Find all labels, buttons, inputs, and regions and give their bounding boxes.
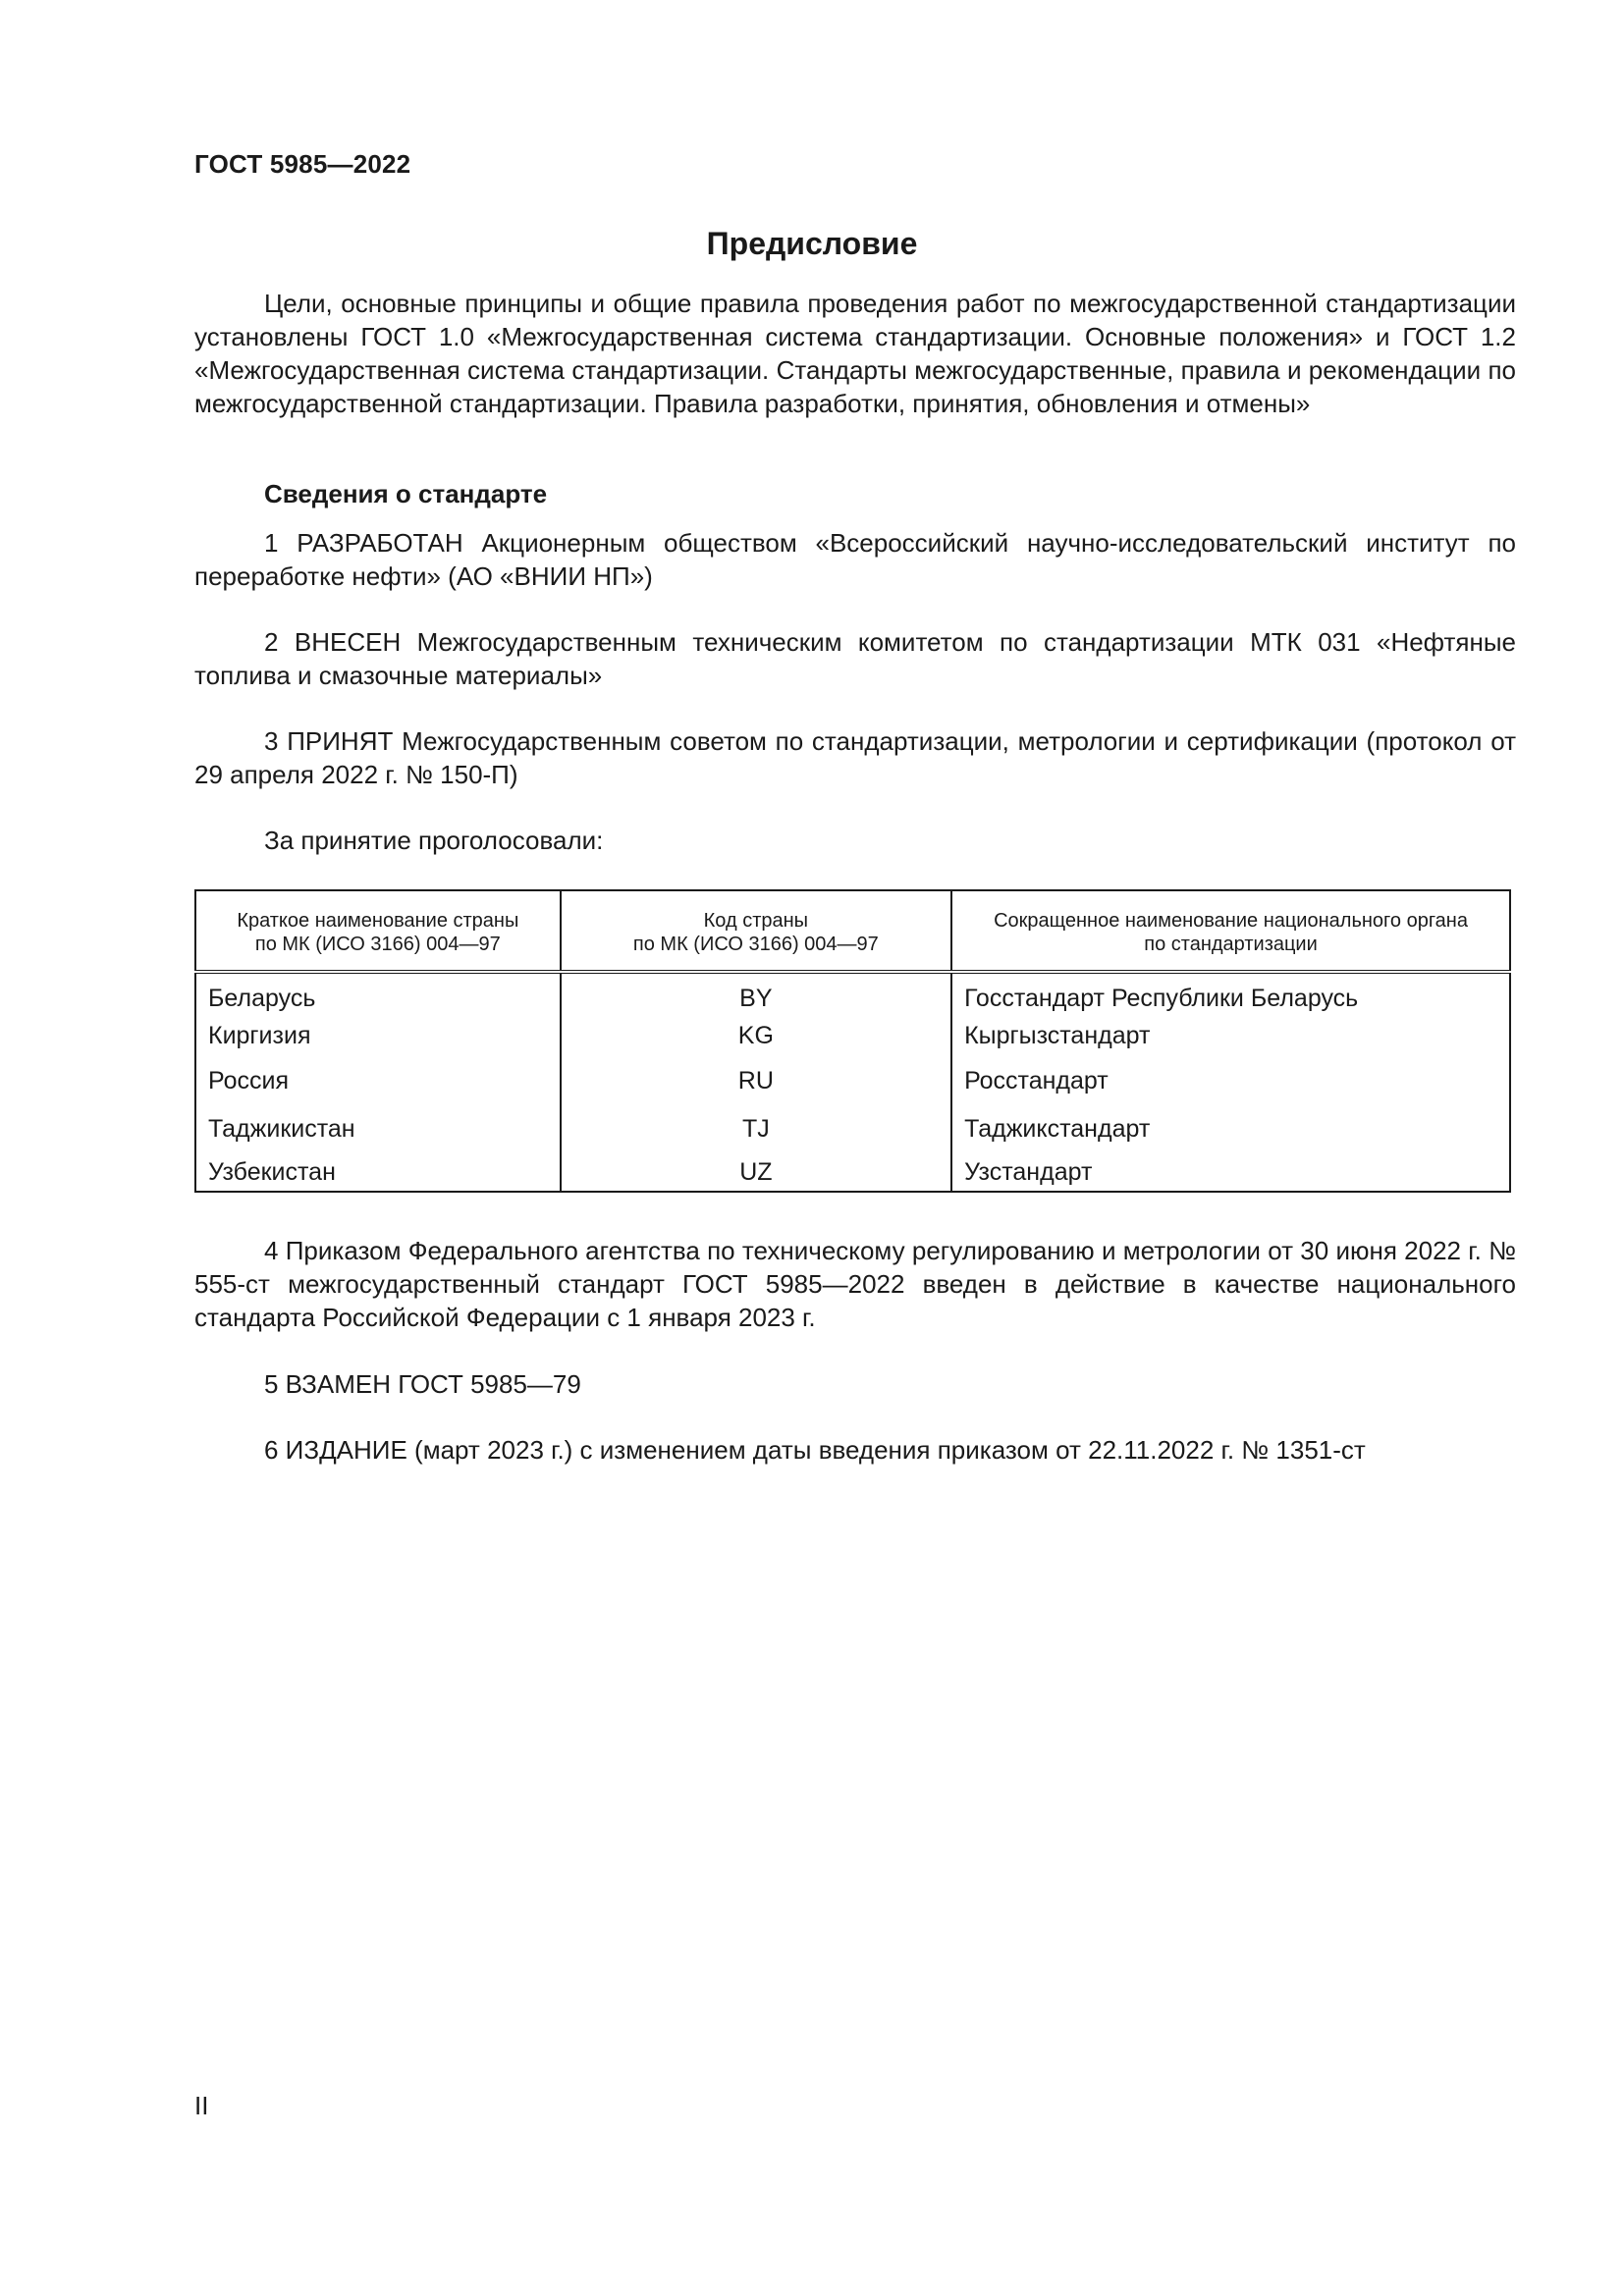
item-enacted: 4 Приказом Федерального агентства по техническому регулированию и метрологии от 30 июня 2022 г. № 555-ст межгосударственный стандарт ГОСТ 5985—2022 введен в действие в качестве национального стандарта Российской Федерации с 1 января 2023 г.: [194, 1236, 1516, 1332]
country-cell: Таджикистан: [195, 1105, 561, 1152]
voting-countries-table: [194, 889, 1511, 1193]
column-header-code: [561, 890, 951, 972]
column-header-code-line1: Код страны: [703, 910, 809, 932]
country-cell: Беларусь: [195, 972, 561, 1015]
standard-code-header: ГОСТ 5985—2022: [194, 149, 411, 179]
country-code-cell: RU: [561, 1056, 951, 1105]
column-header-country-line2: по МК (ИСО 3166) 004—97: [254, 934, 501, 955]
item-developed: 1 РАЗРАБОТАН Акционерным обществом «Всероссийский научно-исследовательский институт по переработке нефти» (АО «ВНИИ НП»): [194, 528, 1516, 591]
country-cell: Киргизия: [195, 1015, 561, 1056]
table-row: [195, 972, 1510, 1015]
table-row: [195, 1105, 1510, 1152]
preface-title: Предисловие: [706, 226, 918, 261]
table-row: [195, 1056, 1510, 1105]
country-code-cell: BY: [561, 972, 951, 1015]
column-header-body-line2: по стандартизации: [1144, 934, 1318, 955]
country-cell: Узбекистан: [195, 1152, 561, 1192]
country-code-cell: UZ: [561, 1152, 951, 1192]
national-body-cell: Таджикстандарт: [964, 1115, 1151, 1143]
vote-intro: За принятие проголосовали:: [264, 826, 604, 855]
national-body-cell: Узстандарт: [964, 1157, 1093, 1186]
preface-intro-paragraph: Цели, основные принципы и общие правила проведения работ по межгосударственной стандартизации установлены ГОСТ 1.0 «Межгосударственная система стандартизации. Основные положения» и ГОСТ 1.2 «Межгосударственная система стандартизации. Стандарты межгосударственные, правила и рекомендации по межгосударственной стандартизации. Правила разработки, принятия, обновления и отмены»: [194, 289, 1516, 418]
item-adopted: 3 ПРИНЯТ Межгосударственным советом по стандартизации, метрологии и сертификации (протокол от 29 апреля 2022 г. № 150-П): [194, 726, 1516, 789]
column-header-country: [195, 890, 561, 972]
page-number: II: [194, 2091, 209, 2120]
national-body-cell: Госстандарт Республики Беларусь: [964, 985, 1359, 1012]
item-replaces: 5 ВЗАМЕН ГОСТ 5985—79: [264, 1369, 581, 1399]
table-row: [195, 1015, 1510, 1056]
item-edition: 6 ИЗДАНИЕ (март 2023 г.) с изменением даты введения приказом от 22.11.2022 г. № 1351-ст: [264, 1435, 1366, 1465]
national-body-cell: Росстандарт: [964, 1067, 1109, 1095]
column-header-body-line1: Сокращенное наименование национального органа: [994, 910, 1468, 932]
country-code-cell: TJ: [561, 1105, 951, 1152]
table-row: [195, 1152, 1510, 1192]
column-header-code-line2: по МК (ИСО 3166) 004—97: [632, 934, 879, 955]
column-header-country-line1: Краткое наименование страны: [237, 910, 519, 932]
country-cell: Россия: [195, 1056, 561, 1105]
column-header-national-body: [951, 890, 1510, 972]
item-submitted: 2 ВНЕСЕН Межгосударственным техническим комитетом по стандартизации МТК 031 «Нефтяные топлива и смазочные материалы»: [194, 627, 1516, 690]
national-body-cell: Кыргызстандарт: [964, 1022, 1151, 1049]
country-code-cell: KG: [561, 1015, 951, 1056]
table-header-row: [195, 890, 1510, 972]
standard-info-subheading: Сведения о стандарте: [264, 479, 548, 508]
